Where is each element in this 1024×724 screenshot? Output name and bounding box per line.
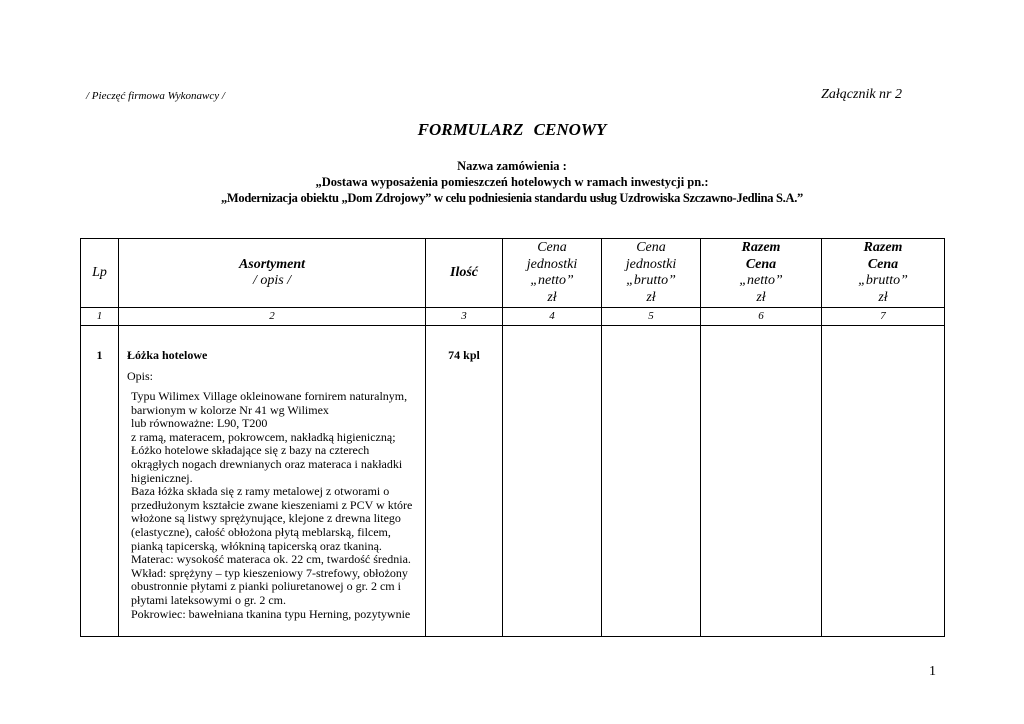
header-razem-netto-line: Cena bbox=[745, 256, 777, 272]
row-razem-brutto-cell bbox=[822, 338, 945, 637]
header-ilosc: Ilość bbox=[426, 239, 503, 308]
header-lp: Lp bbox=[81, 239, 119, 308]
header-razem-brutto-line: „brutto” bbox=[858, 273, 908, 288]
column-number: 6 bbox=[701, 308, 822, 326]
description-line: Wkład: sprężyny – typ kieszeniowy 7-strefowy, obłożony bbox=[131, 565, 408, 580]
column-number: 7 bbox=[822, 308, 945, 326]
header-asortyment bbox=[119, 239, 426, 308]
column-number: 1 bbox=[81, 308, 119, 326]
description-line: Materac: wysokość materaca ok. 22 cm, twardość średnia. bbox=[131, 552, 411, 567]
order-name-label: Nazwa zamówienia : bbox=[457, 159, 567, 173]
header-cena-netto-line: jednostki bbox=[526, 256, 578, 272]
description-line: z ramą, materacem, pokrowcem, nakładką higieniczną; bbox=[131, 429, 396, 444]
header-cena-brutto bbox=[602, 239, 701, 308]
column-number: 4 bbox=[503, 308, 602, 326]
order-name-line-1: „Dostawa wyposażenia pomieszczeń hotelowych w ramach inwestycji pn.: bbox=[315, 175, 709, 189]
header-cena-netto-line: Cena bbox=[537, 240, 567, 255]
header-razem-netto-line: Razem bbox=[741, 240, 781, 255]
header-asortyment-title: Asortyment bbox=[238, 256, 306, 272]
description-line: lub równoważne: L90, T200 bbox=[131, 416, 268, 431]
header-cena-netto-line: zł bbox=[547, 289, 557, 305]
row-cena-netto-cell bbox=[503, 338, 602, 637]
header-razem-netto-line: „netto” bbox=[739, 273, 783, 288]
header-cena-brutto-line: jednostki bbox=[625, 256, 677, 272]
price-form-table bbox=[80, 238, 945, 637]
page-title: FORMULARZ CENOWY bbox=[417, 120, 607, 139]
header-razem-brutto bbox=[822, 239, 945, 308]
item-name: Łóżka hotelowe bbox=[127, 348, 208, 362]
header-cena-brutto-line: zł bbox=[646, 289, 656, 305]
row-quantity: 74 kpl bbox=[426, 338, 503, 637]
header-razem-brutto-line: Razem bbox=[863, 240, 903, 255]
annex-label: Załącznik nr 2 bbox=[821, 87, 902, 102]
description-line: higienicznej. bbox=[131, 470, 193, 485]
description-line: Typu Wilimex Village okleinowane fornirem naturalnym, bbox=[131, 389, 408, 403]
row-razem-netto-cell bbox=[701, 338, 822, 637]
row-description-cell bbox=[119, 338, 426, 637]
column-number-row bbox=[81, 308, 945, 326]
header-cena-brutto-line: Cena bbox=[636, 240, 666, 255]
header-cena-netto bbox=[503, 239, 602, 308]
row-lp: 1 bbox=[81, 338, 119, 637]
table-spacer-row bbox=[81, 326, 945, 339]
description-line: płytami lateksowymi o gr. 2 cm. bbox=[131, 592, 286, 607]
description-line: włożone są listwy sprężynujące, klejone z drewna litego bbox=[131, 511, 401, 526]
row-cena-brutto-cell bbox=[602, 338, 701, 637]
header-razem-netto bbox=[701, 239, 822, 308]
table-row bbox=[81, 338, 945, 637]
description-line: barwionym w kolorze Nr 41 wg Wilimex bbox=[131, 402, 329, 417]
page-number: 1 bbox=[929, 664, 936, 679]
column-number: 3 bbox=[426, 308, 503, 326]
header-asortyment-sub: / opis / bbox=[252, 273, 292, 288]
header-razem-brutto-line: Cena bbox=[867, 256, 899, 272]
header-cena-netto-line: „netto” bbox=[530, 273, 574, 288]
description-line: przedłużonym kształcie zwane kieszeniami z PCV w które bbox=[131, 497, 413, 512]
order-name-line-2: „Modernizacja obiektu „Dom Zdrojowy” w celu podniesienia standardu usług Uzdrowiska Szczawno-Jedlina S.A.” bbox=[220, 191, 804, 205]
contractor-stamp-label: / Pieczęć firmowa Wykonawcy / bbox=[86, 90, 225, 102]
item-opis-label: Opis: bbox=[127, 369, 154, 383]
description-line: Pokrowiec: bawełniana tkanina typu Herning, pozytywnie bbox=[131, 606, 411, 621]
description-line: Baza łóżka składa się z ramy metalowej z otworami o bbox=[131, 484, 390, 499]
header-razem-netto-line: zł bbox=[756, 289, 766, 305]
description-line: okrągłych nogach drewnianych oraz materaca i nakładki bbox=[131, 456, 403, 471]
description-line: obustronnie płytami z pianki poliuretanowej o gr. 2 cm i bbox=[131, 579, 401, 594]
column-number: 5 bbox=[602, 308, 701, 326]
description-line: (elastyczne), całość obłożona płytą meblarską, filcem, bbox=[131, 524, 391, 539]
table-header-row bbox=[81, 239, 945, 308]
column-number: 2 bbox=[119, 308, 426, 326]
description-line: pianką tapicerską, włókniną tapicerską oraz tkaniną. bbox=[131, 538, 382, 553]
header-cena-brutto-line: „brutto” bbox=[626, 273, 676, 288]
header-razem-brutto-line: zł bbox=[878, 289, 888, 305]
description-line: Łóżko hotelowe składające się z bazy na czterech bbox=[131, 443, 370, 458]
item-description bbox=[127, 390, 417, 621]
